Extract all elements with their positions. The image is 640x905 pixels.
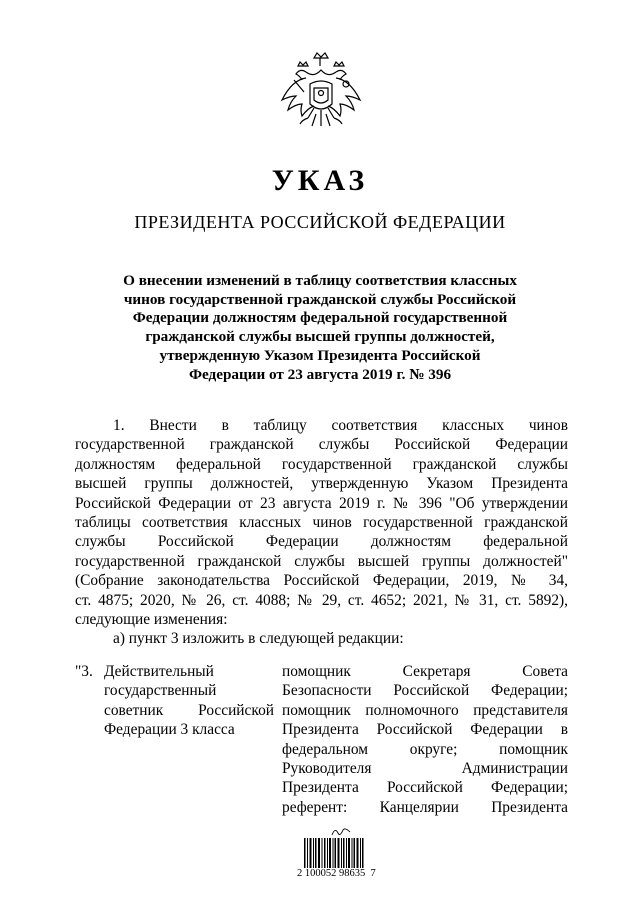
body-paragraph bbox=[75, 416, 568, 649]
position-line: помощник полномочного представителя bbox=[282, 701, 568, 719]
rank-line: Действительный bbox=[104, 663, 214, 680]
body-line: (Собрание законодательства Российской Федерации, 2019, № 34, bbox=[75, 572, 568, 590]
rank-line: Федерации 3 класса bbox=[104, 721, 235, 739]
body-line: Российской Федерации от 23 августа 2019 г. № 396 "Об утверждении bbox=[75, 494, 568, 512]
body-line: государственной гражданской службы Российской Федерации bbox=[75, 436, 568, 454]
document-type-heading: УКАЗ bbox=[271, 164, 369, 197]
coat-of-arms-emblem bbox=[276, 50, 366, 142]
title-line: утвержденную Указом Президента Российской bbox=[159, 346, 481, 364]
barcode bbox=[304, 838, 364, 868]
rank-line: государственный bbox=[104, 682, 217, 700]
position-line: Безопасности Российской Федерации; bbox=[282, 682, 568, 700]
body-line: ст. 4875; 2020, № 26, ст. 4088; № 29, ст. 4652; 2021, № 31, ст. 5892), bbox=[75, 591, 568, 609]
body-line: государственной гражданской службы высшей группы должностей" bbox=[75, 552, 568, 570]
body-line: должностям федеральной государственной гражданской службы bbox=[75, 455, 568, 473]
position-line: федеральном округе; помощник bbox=[282, 740, 568, 758]
table-cell-rank bbox=[104, 662, 274, 740]
table-row-number: "3. bbox=[75, 663, 93, 680]
issuer-heading: ПРЕЗИДЕНТА РОССИЙСКОЙ ФЕДЕРАЦИИ bbox=[134, 212, 506, 232]
body-line: таблицы соответствия классных чинов государственной гражданской bbox=[75, 513, 568, 531]
position-line: Президента Российской Федерации; bbox=[282, 779, 568, 797]
title-line: чинов государственной гражданской службы Российской bbox=[123, 290, 517, 308]
title-line: Федерации от 23 августа 2019 г. № 396 bbox=[188, 365, 452, 383]
title-line: О внесении изменений в таблицу соответствия классных bbox=[123, 272, 517, 289]
barcode-number: 2 100052 98635 7 bbox=[297, 868, 376, 879]
title-line: гражданской службы высшей группы должностей, bbox=[145, 328, 495, 346]
document-title bbox=[95, 272, 545, 384]
title-line: Федерации должностям федеральной государственной bbox=[132, 309, 508, 327]
position-line: Президента Российской Федерации в bbox=[282, 721, 568, 739]
body-line: 1. Внести в таблицу соответствия классных чинов bbox=[113, 417, 568, 434]
rank-line: советник Российской bbox=[104, 701, 274, 719]
handwritten-mark bbox=[330, 826, 352, 838]
position-line: референт: Канцелярии Президента bbox=[282, 798, 568, 816]
table-cell-positions bbox=[282, 662, 568, 817]
body-line: следующие изменения: bbox=[75, 610, 228, 628]
body-line: службы Российской Федерации должностям федеральной bbox=[75, 533, 568, 551]
position-line: Руководителя Администрации bbox=[282, 759, 568, 777]
body-line: высшей группы должностей, утвержденную Указом Президента bbox=[75, 475, 568, 493]
subitem-line: а) пункт 3 изложить в следующей редакции: bbox=[113, 630, 404, 648]
position-line: помощник Секретаря Совета bbox=[282, 663, 568, 680]
